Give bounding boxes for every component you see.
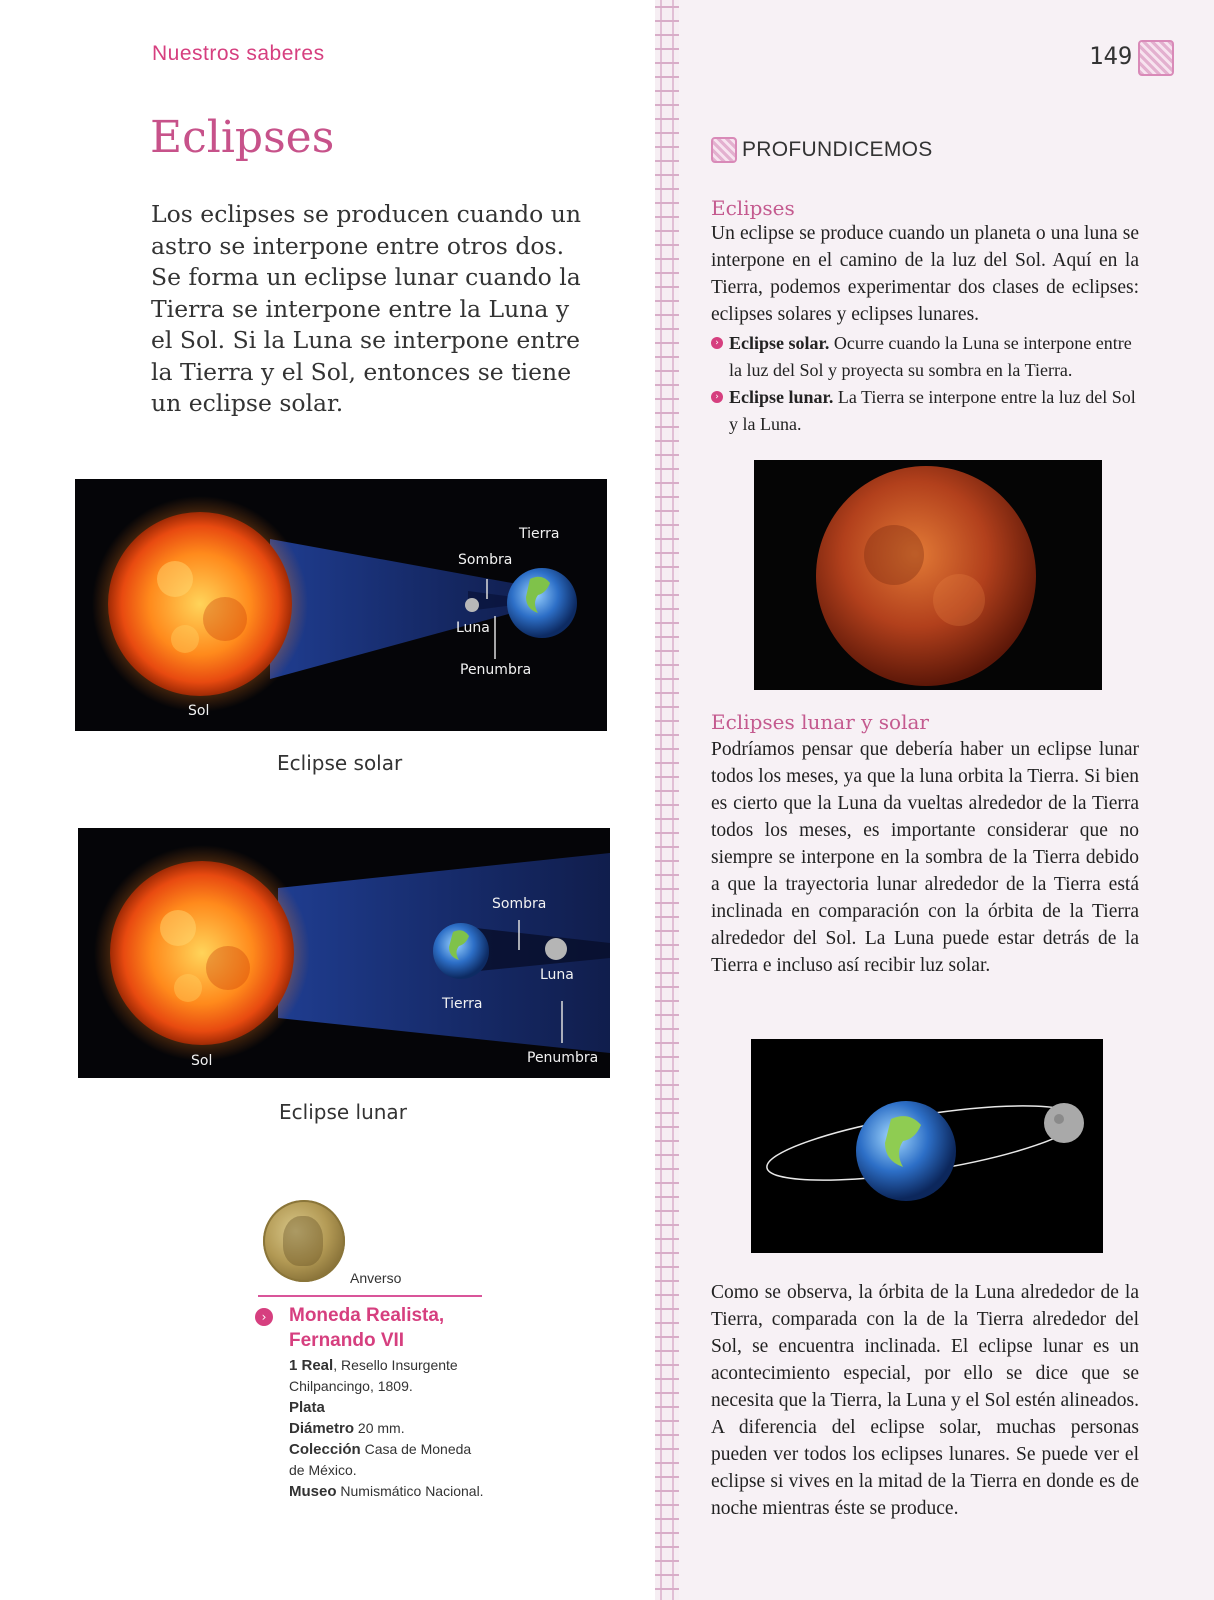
blood-moon xyxy=(816,466,1036,686)
coin-image xyxy=(263,1200,345,1282)
label-sol: Sol xyxy=(188,703,210,719)
eclipses-paragraph: Un eclipse se produce cuando un planeta o una luna se interpone en el camino de la luz del Sol. Aquí en la Tierra, podemos experimentar dos clases de eclipses: eclipses solares y eclipses lunares. xyxy=(711,223,1139,325)
label-luna: Luna xyxy=(540,967,574,983)
moon xyxy=(465,598,479,612)
solar-eclipse-caption: Eclipse solar xyxy=(277,751,403,775)
coin-specs xyxy=(289,1355,489,1502)
glyph-ornament-icon xyxy=(711,137,737,163)
blood-moon-illustration xyxy=(754,460,1102,690)
label-tierra: Tierra xyxy=(519,526,560,542)
earth-moon-orbit-photo xyxy=(751,1039,1103,1253)
lunar-eclipse-caption: Eclipse lunar xyxy=(279,1100,407,1124)
label-penumbra: Penumbra xyxy=(460,662,532,678)
moon xyxy=(1044,1103,1084,1143)
lunar-solar-paragraph: Podríamos pensar que debería haber un eclipse lunar todos los meses, ya que la luna orbita la Tierra. Si bien es cierto que la Luna da vueltas alrededor de la Tierra todos los meses, es importante considerar que no siempre se interpone en la sombra de la Tierra debido a que la trayectoria lunar alrededor de la Tierra está inclinada en comparación con la órbita de la Tierra alrededor del Sol. La Luna puede estar detrás de la Tierra e incluso así recibir luz solar. xyxy=(711,739,1139,976)
coin-spec-material: Plata xyxy=(289,1399,325,1416)
coin-title: Moneda Realista, Fernando VII xyxy=(289,1305,445,1351)
label-sol: Sol xyxy=(191,1053,213,1069)
lunar-eclipse-illustration xyxy=(78,828,610,1078)
label-sombra: Sombra xyxy=(492,896,547,912)
section-heading: PROFUNDICEMOS xyxy=(742,138,933,161)
chevron-right-icon: › xyxy=(711,337,723,349)
solar-eclipse-figure xyxy=(75,479,607,731)
lunar-solar-heading: Eclipses lunar y solar xyxy=(711,710,929,734)
chevron-right-icon: › xyxy=(711,391,723,403)
page-title: Eclipses xyxy=(150,112,335,163)
coin-image-caption: Anverso xyxy=(350,1270,402,1286)
decorative-divider xyxy=(655,0,679,1600)
section-label: Nuestros saberes xyxy=(152,42,325,65)
moon xyxy=(545,938,567,960)
eclipses-heading: Eclipses xyxy=(711,196,795,220)
label-sombra: Sombra xyxy=(458,552,513,568)
bullet-solar: › Eclipse solar. Ocurre cuando la Luna se interpone entre la luz del Sol y proyecta su sombra en la Tierra. xyxy=(711,330,1141,384)
sun xyxy=(110,861,294,1045)
coin-spec-value: 1 Real, Resello Insurgente Chilpancingo, 1809. xyxy=(289,1357,458,1394)
bullet-lunar: › Eclipse lunar. La Tierra se interpone entre la luz del Sol y la Luna. xyxy=(711,384,1141,438)
label-luna: Luna xyxy=(456,620,490,636)
blood-moon-photo xyxy=(754,460,1102,690)
page-number: 149 xyxy=(1089,42,1133,70)
coin-spec-diameter: Diámetro 20 mm. xyxy=(289,1420,405,1437)
chevron-right-icon: › xyxy=(255,1308,273,1326)
intro-paragraph: Los eclipses se producen cuando un astro se interpone entre otros dos. Se forma un eclipse lunar cuando la Tierra se interpone entre la Luna y el Sol. Si la Luna se interpone entre la Tierra y el Sol, entonces se tiene un eclipse solar. xyxy=(151,200,582,417)
label-penumbra: Penumbra xyxy=(527,1050,599,1066)
label-tierra: Tierra xyxy=(442,996,483,1012)
earth-moon-orbit-illustration xyxy=(751,1039,1103,1253)
coin-spec-museum: Museo Numismático Nacional. xyxy=(289,1483,484,1500)
solar-eclipse-illustration xyxy=(75,479,607,731)
sun xyxy=(108,512,292,696)
coin-spec-collection: Colección Casa de Moneda de México. xyxy=(289,1441,472,1478)
coin-divider xyxy=(258,1295,482,1297)
earth xyxy=(856,1101,956,1201)
glyph-ornament-icon xyxy=(1138,40,1174,76)
closing-paragraph: Como se observa, la órbita de la Luna alrededor de la Tierra, comparada con la de la Tierra alrededor del Sol, se encuentra inclinada. El eclipse lunar es un acontecimiento especial, por ello se dice que se necesita que la Tierra, la Luna y el Sol estén alineados. A diferencia del eclipse solar, muchas personas pueden ver todos los eclipses lunares. Se puede ver el eclipse si vives en la mitad de la Tierra en donde es de noche mientras éste se produce. xyxy=(711,1282,1139,1519)
lunar-eclipse-figure xyxy=(78,828,610,1078)
